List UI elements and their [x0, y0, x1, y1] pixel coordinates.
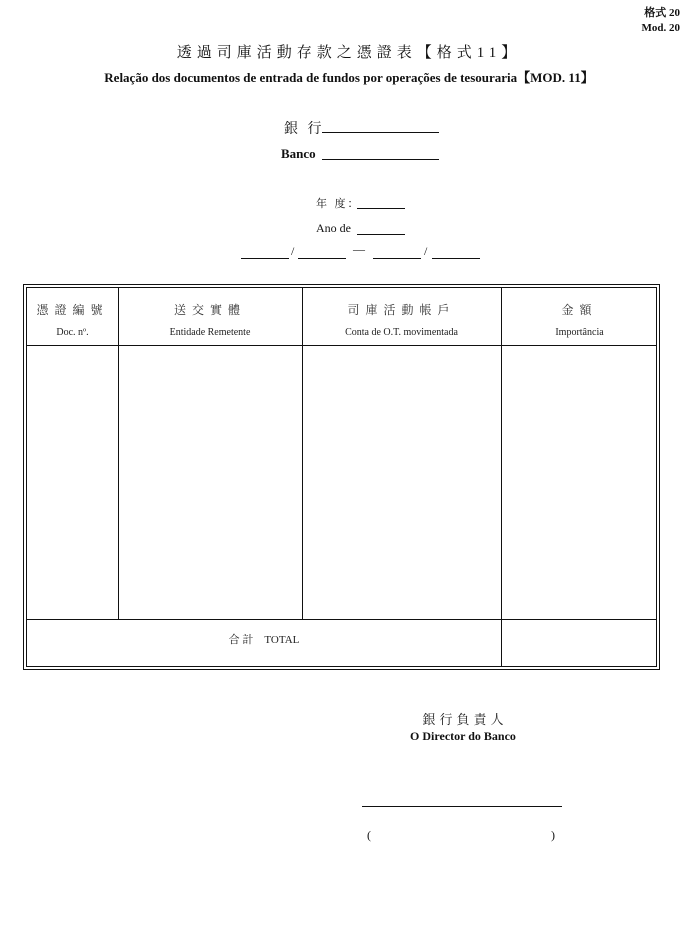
sender-cell[interactable]	[119, 346, 302, 619]
header-amount-zh: 金額	[561, 303, 598, 317]
name-paren-open: (	[367, 828, 371, 842]
signature-title-pt: O Director do Banco	[410, 729, 516, 743]
account-cell[interactable]	[303, 346, 501, 619]
form-code-zh: 格式 20	[644, 7, 680, 19]
period-to-month-line[interactable]	[432, 258, 480, 259]
bank-label-zh: 銀 行	[284, 122, 325, 137]
period-to-separator: /	[424, 244, 428, 258]
header-account-zh: 司庫活動帳戶	[347, 303, 456, 317]
title-chinese: 透過司庫活動存款之憑證表【格式11】	[176, 45, 522, 61]
amount-cell[interactable]	[502, 346, 658, 619]
signature-line[interactable]	[362, 806, 562, 807]
form-code-pt: Mod. 20	[641, 22, 680, 34]
bank-line-pt[interactable]	[322, 159, 439, 160]
header-sender-pt: Entidade Remetente	[169, 327, 251, 338]
header-doc-number-zh: 憑證編號	[36, 303, 109, 317]
year-line-pt[interactable]	[357, 234, 405, 235]
header-sender-zh: 送交實體	[173, 303, 246, 317]
period-from-separator: /	[291, 244, 295, 258]
year-label-zh: 年 度：	[316, 197, 361, 210]
title-portuguese: Relação dos documentos de entrada de fundos por operações de tesouraria【MOD. 11】	[104, 70, 594, 85]
deposit-documents-table	[23, 284, 660, 670]
total-amount-cell[interactable]	[502, 620, 658, 668]
header-account-pt: Conta de O.T. movimentada	[345, 327, 458, 338]
bank-label-pt: Banco	[281, 146, 316, 161]
signature-title-zh: 銀行負責人	[422, 713, 508, 728]
bank-line-zh[interactable]	[322, 132, 439, 133]
header-amount-pt: Importância	[555, 327, 604, 338]
year-line-zh[interactable]	[357, 208, 405, 209]
period-from-month-line[interactable]	[298, 258, 346, 259]
period-to-day-line[interactable]	[373, 258, 421, 259]
year-label-pt: Ano de	[316, 221, 351, 235]
doc-number-cell[interactable]	[27, 346, 118, 619]
total-label: 合 計 TOTAL	[228, 634, 300, 646]
period-dash: —	[353, 242, 365, 256]
table-inner-frame	[26, 287, 657, 667]
period-from-day-line[interactable]	[241, 258, 289, 259]
name-paren-close: )	[551, 828, 555, 842]
header-doc-number-pt: Doc. nº.	[56, 327, 89, 338]
